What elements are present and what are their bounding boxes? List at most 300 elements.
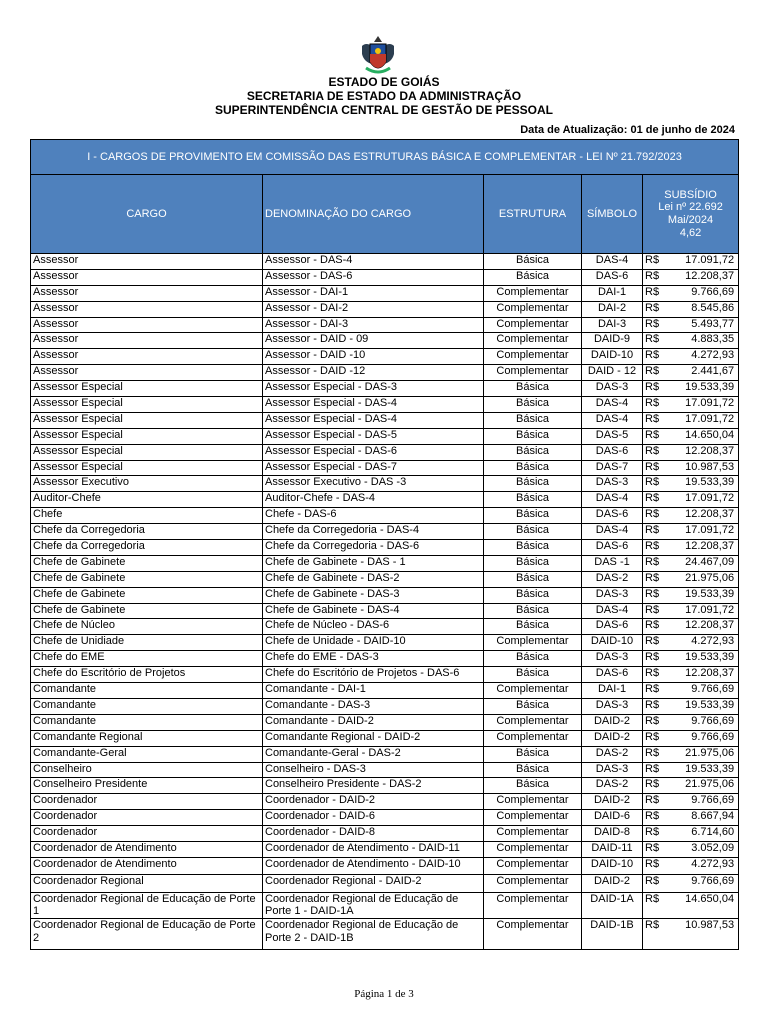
simbolo-cell: DAI-2	[582, 301, 643, 317]
currency-cell: R$	[643, 919, 663, 950]
subsidio-value-cell: 8.545,86	[663, 301, 739, 317]
denominacao-cell: Assessor - DAID - 09	[263, 333, 484, 349]
simbolo-cell: DAID-2	[582, 794, 643, 810]
table-row	[31, 397, 739, 413]
estrutura-cell: Básica	[484, 619, 582, 635]
currency-cell: R$	[643, 892, 663, 918]
subsidio-value-cell: 24.467,09	[663, 555, 739, 571]
denominacao-cell: Assessor Especial - DAS-7	[263, 460, 484, 476]
cargo-cell: Assessor Especial	[31, 381, 263, 397]
positions-table	[30, 139, 739, 950]
estrutura-cell: Básica	[484, 667, 582, 683]
denominacao-cell: Assessor Executivo - DAS -3	[263, 476, 484, 492]
simbolo-cell: DAID-10	[582, 349, 643, 365]
table-row	[31, 919, 739, 950]
table-row	[31, 730, 739, 746]
estrutura-cell: Básica	[484, 269, 582, 285]
simbolo-cell: DAI-1	[582, 285, 643, 301]
denominacao-cell: Chefe do EME - DAS-3	[263, 651, 484, 667]
currency-cell: R$	[643, 381, 663, 397]
cargo-cell: Assessor	[31, 349, 263, 365]
table-row	[31, 698, 739, 714]
cargo-cell: Chefe da Corregedoria	[31, 524, 263, 540]
estrutura-cell: Básica	[484, 460, 582, 476]
simbolo-cell: DAS-6	[582, 444, 643, 460]
subsidio-value-cell: 12.208,37	[663, 540, 739, 556]
estrutura-cell: Complementar	[484, 892, 582, 918]
subsidio-value-cell: 14.650,04	[663, 892, 739, 918]
cargo-cell: Conselheiro Presidente	[31, 778, 263, 794]
currency-cell: R$	[643, 301, 663, 317]
denominacao-cell: Assessor Especial - DAS-5	[263, 428, 484, 444]
cargo-cell: Chefe do EME	[31, 651, 263, 667]
denominacao-cell: Assessor Especial - DAS-4	[263, 397, 484, 413]
denominacao-cell: Assessor - DAI-3	[263, 317, 484, 333]
col-header-subsidio: SUBSÍDIO Lei nº 22.692 Mai/2024 4,62	[643, 175, 739, 254]
simbolo-cell: DAID-2	[582, 730, 643, 746]
cargo-cell: Assessor	[31, 301, 263, 317]
cargo-cell: Coordenador	[31, 794, 263, 810]
estrutura-cell: Básica	[484, 492, 582, 508]
currency-cell: R$	[643, 508, 663, 524]
currency-cell: R$	[643, 254, 663, 270]
table-row	[31, 714, 739, 730]
col-header-denominacao: DENOMINAÇÃO DO CARGO	[263, 175, 484, 254]
denominacao-cell: Chefe - DAS-6	[263, 508, 484, 524]
currency-cell: R$	[643, 571, 663, 587]
cargo-cell: Comandante	[31, 683, 263, 699]
table-row	[31, 762, 739, 778]
table-row	[31, 301, 739, 317]
simbolo-cell: DAS-7	[582, 460, 643, 476]
table-row	[31, 254, 739, 270]
currency-cell: R$	[643, 269, 663, 285]
subsidio-value-cell: 4.272,93	[663, 635, 739, 651]
denominacao-cell: Assessor - DAID -10	[263, 349, 484, 365]
denominacao-cell: Coordenador - DAID-8	[263, 826, 484, 842]
subsidio-value-cell: 4.272,93	[663, 857, 739, 875]
superintendence-name: SUPERINTENDÊNCIA CENTRAL DE GESTÃO DE PESSOAL	[214, 103, 554, 117]
simbolo-cell: DAS-3	[582, 587, 643, 603]
cargo-cell: Coordenador de Atendimento	[31, 857, 263, 875]
secretariat-name: SECRETARIA DE ESTADO DA ADMINISTRAÇÃO	[246, 89, 522, 103]
simbolo-cell: DAID-2	[582, 714, 643, 730]
cargo-cell: Chefe de Gabinete	[31, 571, 263, 587]
table-row	[31, 857, 739, 875]
denominacao-cell: Comandante - DAID-2	[263, 714, 484, 730]
subsidio-value-cell: 4.272,93	[663, 349, 739, 365]
simbolo-cell: DAID-1B	[582, 919, 643, 950]
cargo-cell: Chefe	[31, 508, 263, 524]
table-row	[31, 603, 739, 619]
cargo-cell: Assessor Especial	[31, 412, 263, 428]
denominacao-cell: Assessor Especial - DAS-4	[263, 412, 484, 428]
table-row	[31, 508, 739, 524]
currency-cell: R$	[643, 317, 663, 333]
currency-cell: R$	[643, 683, 663, 699]
table-row	[31, 746, 739, 762]
table-row	[31, 587, 739, 603]
currency-cell: R$	[643, 651, 663, 667]
page-number: Página 1 de 3	[354, 988, 414, 1000]
cargo-cell: Coordenador	[31, 810, 263, 826]
simbolo-cell: DAID-11	[582, 841, 643, 857]
subsidio-value-cell: 19.533,39	[663, 698, 739, 714]
table-row	[31, 892, 739, 918]
subsidio-value-cell: 4.883,35	[663, 333, 739, 349]
currency-cell: R$	[643, 492, 663, 508]
subsidio-value-cell: 12.208,37	[663, 444, 739, 460]
cargo-cell: Comandante Regional	[31, 730, 263, 746]
table-row	[31, 667, 739, 683]
table-title: I - CARGOS DE PROVIMENTO EM COMISSÃO DAS ESTRUTURAS BÁSICA E COMPLEMENTAR - LEI Nº 21.792/2023	[31, 140, 739, 175]
currency-cell: R$	[643, 397, 663, 413]
estrutura-cell: Básica	[484, 540, 582, 556]
estrutura-cell: Básica	[484, 381, 582, 397]
estrutura-cell: Complementar	[484, 365, 582, 381]
subsidio-value-cell: 9.766,69	[663, 683, 739, 699]
cargo-cell: Assessor	[31, 254, 263, 270]
simbolo-cell: DAID-6	[582, 810, 643, 826]
subsidio-value-cell: 12.208,37	[663, 508, 739, 524]
subsidio-value-cell: 9.766,69	[663, 794, 739, 810]
estrutura-cell: Complementar	[484, 285, 582, 301]
currency-cell: R$	[643, 841, 663, 857]
table-row	[31, 571, 739, 587]
simbolo-cell: DAID - 12	[582, 365, 643, 381]
table-row	[31, 875, 739, 893]
currency-cell: R$	[643, 555, 663, 571]
currency-cell: R$	[643, 460, 663, 476]
table-row	[31, 540, 739, 556]
denominacao-cell: Chefe da Corregedoria - DAS-6	[263, 540, 484, 556]
simbolo-cell: DAS-6	[582, 540, 643, 556]
estrutura-cell: Básica	[484, 651, 582, 667]
subsidio-value-cell: 17.091,72	[663, 412, 739, 428]
cargo-cell: Coordenador Regional de Educação de Porte 1	[31, 892, 263, 918]
table-row	[31, 412, 739, 428]
subsidio-value-cell: 10.987,53	[663, 460, 739, 476]
subsidio-value-cell: 19.533,39	[663, 587, 739, 603]
denominacao-cell: Coordenador - DAID-6	[263, 810, 484, 826]
table-row	[31, 810, 739, 826]
subsidio-value-cell: 17.091,72	[663, 397, 739, 413]
simbolo-cell: DAS-3	[582, 651, 643, 667]
cargo-cell: Assessor Executivo	[31, 476, 263, 492]
cargo-cell: Assessor Especial	[31, 428, 263, 444]
denominacao-cell: Assessor - DAS-4	[263, 254, 484, 270]
subsidio-value-cell: 10.987,53	[663, 919, 739, 950]
cargo-cell: Assessor	[31, 269, 263, 285]
table-row	[31, 651, 739, 667]
simbolo-cell: DAID-8	[582, 826, 643, 842]
table-row	[31, 826, 739, 842]
simbolo-cell: DAS-3	[582, 698, 643, 714]
simbolo-cell: DAS-3	[582, 381, 643, 397]
currency-cell: R$	[643, 698, 663, 714]
estrutura-cell: Básica	[484, 397, 582, 413]
cargo-cell: Conselheiro	[31, 762, 263, 778]
cargo-cell: Chefe do Escritório de Projetos	[31, 667, 263, 683]
denominacao-cell: Coordenador de Atendimento - DAID-11	[263, 841, 484, 857]
table-row	[31, 365, 739, 381]
simbolo-cell: DAID-10	[582, 635, 643, 651]
estrutura-cell: Complementar	[484, 301, 582, 317]
table-row	[31, 524, 739, 540]
estrutura-cell: Básica	[484, 555, 582, 571]
table-row	[31, 285, 739, 301]
currency-cell: R$	[643, 826, 663, 842]
table-row	[31, 619, 739, 635]
denominacao-cell: Chefe do Escritório de Projetos - DAS-6	[263, 667, 484, 683]
table-row	[31, 381, 739, 397]
cargo-cell: Assessor	[31, 365, 263, 381]
subsidio-value-cell: 19.533,39	[663, 762, 739, 778]
estrutura-cell: Complementar	[484, 635, 582, 651]
estrutura-cell: Complementar	[484, 794, 582, 810]
estrutura-cell: Básica	[484, 746, 582, 762]
estrutura-cell: Complementar	[484, 333, 582, 349]
denominacao-cell: Chefe de Gabinete - DAS - 1	[263, 555, 484, 571]
subsidio-value-cell: 21.975,06	[663, 746, 739, 762]
simbolo-cell: DAS-6	[582, 269, 643, 285]
table-row	[31, 778, 739, 794]
simbolo-cell: DAI-3	[582, 317, 643, 333]
cargo-cell: Chefe de Unidiade	[31, 635, 263, 651]
simbolo-cell: DAS-6	[582, 508, 643, 524]
subsidio-value-cell: 14.650,04	[663, 428, 739, 444]
estrutura-cell: Básica	[484, 428, 582, 444]
estrutura-cell: Complementar	[484, 919, 582, 950]
table-row	[31, 317, 739, 333]
denominacao-cell: Coordenador - DAID-2	[263, 794, 484, 810]
subsidio-value-cell: 12.208,37	[663, 619, 739, 635]
simbolo-cell: DAID-1A	[582, 892, 643, 918]
simbolo-cell: DAI-1	[582, 683, 643, 699]
cargo-cell: Auditor-Chefe	[31, 492, 263, 508]
table-row	[31, 555, 739, 571]
currency-cell: R$	[643, 875, 663, 893]
table-row	[31, 428, 739, 444]
denominacao-cell: Coordenador Regional de Educação de Porte 1 - DAID-1A	[263, 892, 484, 918]
cargo-cell: Comandante	[31, 698, 263, 714]
denominacao-cell: Comandante - DAS-3	[263, 698, 484, 714]
subsidio-value-cell: 17.091,72	[663, 524, 739, 540]
subsidio-value-cell: 8.667,94	[663, 810, 739, 826]
table-row	[31, 444, 739, 460]
denominacao-cell: Coordenador de Atendimento - DAID-10	[263, 857, 484, 875]
denominacao-cell: Comandante-Geral - DAS-2	[263, 746, 484, 762]
currency-cell: R$	[643, 810, 663, 826]
subsidio-value-cell: 9.766,69	[663, 730, 739, 746]
cargo-cell: Chefe de Gabinete	[31, 555, 263, 571]
estrutura-cell: Complementar	[484, 875, 582, 893]
estrutura-cell: Básica	[484, 762, 582, 778]
currency-cell: R$	[643, 667, 663, 683]
cargo-cell: Assessor Especial	[31, 397, 263, 413]
subsidio-value-cell: 5.493,77	[663, 317, 739, 333]
currency-cell: R$	[643, 730, 663, 746]
state-name: ESTADO DE GOIÁS	[328, 75, 440, 89]
table-row	[31, 333, 739, 349]
cargo-cell: Assessor	[31, 317, 263, 333]
denominacao-cell: Auditor-Chefe - DAS-4	[263, 492, 484, 508]
simbolo-cell: DAS-2	[582, 778, 643, 794]
currency-cell: R$	[643, 794, 663, 810]
table-row	[31, 635, 739, 651]
simbolo-cell: DAS-3	[582, 762, 643, 778]
denominacao-cell: Chefe de Gabinete - DAS-2	[263, 571, 484, 587]
currency-cell: R$	[643, 635, 663, 651]
subsidio-value-cell: 9.766,69	[663, 875, 739, 893]
estrutura-cell: Básica	[484, 254, 582, 270]
subsidio-value-cell: 19.533,39	[663, 651, 739, 667]
denominacao-cell: Chefe de Unidade - DAID-10	[263, 635, 484, 651]
simbolo-cell: DAID-10	[582, 857, 643, 875]
cargo-cell: Coordenador Regional	[31, 875, 263, 893]
cargo-cell: Assessor Especial	[31, 460, 263, 476]
estrutura-cell: Complementar	[484, 826, 582, 842]
subsidio-value-cell: 21.975,06	[663, 571, 739, 587]
estrutura-cell: Básica	[484, 587, 582, 603]
estrutura-cell: Básica	[484, 444, 582, 460]
subsidio-value-cell: 3.052,09	[663, 841, 739, 857]
subsidio-value-cell: 17.091,72	[663, 492, 739, 508]
col-header-estrutura: ESTRUTURA	[484, 175, 582, 254]
denominacao-cell: Assessor - DAI-1	[263, 285, 484, 301]
cargo-cell: Coordenador	[31, 826, 263, 842]
cargo-cell: Coordenador Regional de Educação de Porte 2	[31, 919, 263, 950]
simbolo-cell: DAID-2	[582, 875, 643, 893]
denominacao-cell: Conselheiro Presidente - DAS-2	[263, 778, 484, 794]
currency-cell: R$	[643, 540, 663, 556]
cargo-cell: Chefe de Gabinete	[31, 587, 263, 603]
currency-cell: R$	[643, 428, 663, 444]
subsidio-value-cell: 2.441,67	[663, 365, 739, 381]
simbolo-cell: DAS-6	[582, 619, 643, 635]
estrutura-cell: Básica	[484, 524, 582, 540]
currency-cell: R$	[643, 762, 663, 778]
currency-cell: R$	[643, 857, 663, 875]
cargo-cell: Comandante	[31, 714, 263, 730]
estrutura-cell: Básica	[484, 412, 582, 428]
estrutura-cell: Complementar	[484, 841, 582, 857]
cargo-cell: Assessor	[31, 333, 263, 349]
simbolo-cell: DAS-2	[582, 571, 643, 587]
cargo-cell: Chefe de Núcleo	[31, 619, 263, 635]
subsidio-value-cell: 17.091,72	[663, 603, 739, 619]
estrutura-cell: Complementar	[484, 714, 582, 730]
table-row	[31, 794, 739, 810]
cargo-cell: Assessor	[31, 285, 263, 301]
estrutura-cell: Complementar	[484, 810, 582, 826]
estrutura-cell: Básica	[484, 603, 582, 619]
subsidio-value-cell: 12.208,37	[663, 667, 739, 683]
cargo-cell: Coordenador de Atendimento	[31, 841, 263, 857]
denominacao-cell: Chefe de Gabinete - DAS-4	[263, 603, 484, 619]
denominacao-cell: Chefe de Gabinete - DAS-3	[263, 587, 484, 603]
simbolo-cell: DAS -1	[582, 555, 643, 571]
currency-cell: R$	[643, 619, 663, 635]
subsidio-value-cell: 9.766,69	[663, 285, 739, 301]
simbolo-cell: DAS-3	[582, 476, 643, 492]
subsidio-value-cell: 6.714,60	[663, 826, 739, 842]
estrutura-cell: Básica	[484, 476, 582, 492]
subsidio-value-cell: 17.091,72	[663, 254, 739, 270]
currency-cell: R$	[643, 349, 663, 365]
estrutura-cell: Complementar	[484, 317, 582, 333]
table-row	[31, 492, 739, 508]
table-row	[31, 349, 739, 365]
denominacao-cell: Chefe de Núcleo - DAS-6	[263, 619, 484, 635]
simbolo-cell: DAID-9	[582, 333, 643, 349]
simbolo-cell: DAS-4	[582, 603, 643, 619]
denominacao-cell: Comandante Regional - DAID-2	[263, 730, 484, 746]
estrutura-cell: Básica	[484, 778, 582, 794]
currency-cell: R$	[643, 524, 663, 540]
cargo-cell: Chefe da Corregedoria	[31, 540, 263, 556]
denominacao-cell: Assessor Especial - DAS-6	[263, 444, 484, 460]
denominacao-cell: Assessor - DAS-6	[263, 269, 484, 285]
estrutura-cell: Básica	[484, 571, 582, 587]
currency-cell: R$	[643, 476, 663, 492]
currency-cell: R$	[643, 444, 663, 460]
currency-cell: R$	[643, 746, 663, 762]
denominacao-cell: Assessor Especial - DAS-3	[263, 381, 484, 397]
col-header-simbolo: SÍMBOLO	[582, 175, 643, 254]
currency-cell: R$	[643, 365, 663, 381]
cargo-cell: Comandante-Geral	[31, 746, 263, 762]
denominacao-cell: Coordenador Regional - DAID-2	[263, 875, 484, 893]
simbolo-cell: DAS-4	[582, 397, 643, 413]
table-row	[31, 460, 739, 476]
simbolo-cell: DAS-4	[582, 412, 643, 428]
currency-cell: R$	[643, 333, 663, 349]
estrutura-cell: Básica	[484, 508, 582, 524]
table-row	[31, 683, 739, 699]
denominacao-cell: Comandante - DAI-1	[263, 683, 484, 699]
denominacao-cell: Coordenador Regional de Educação de Porte 2 - DAID-1B	[263, 919, 484, 950]
denominacao-cell: Assessor - DAI-2	[263, 301, 484, 317]
currency-cell: R$	[643, 412, 663, 428]
estrutura-cell: Complementar	[484, 857, 582, 875]
estrutura-cell: Complementar	[484, 349, 582, 365]
simbolo-cell: DAS-6	[582, 667, 643, 683]
table-row	[31, 841, 739, 857]
simbolo-cell: DAS-2	[582, 746, 643, 762]
estrutura-cell: Básica	[484, 698, 582, 714]
cargo-cell: Chefe de Gabinete	[31, 603, 263, 619]
subsidio-value-cell: 19.533,39	[663, 381, 739, 397]
denominacao-cell: Assessor - DAID -12	[263, 365, 484, 381]
subsidio-value-cell: 19.533,39	[663, 476, 739, 492]
subsidio-value-cell: 9.766,69	[663, 714, 739, 730]
goias-coat-of-arms-icon	[358, 34, 398, 78]
estrutura-cell: Complementar	[484, 730, 582, 746]
simbolo-cell: DAS-4	[582, 492, 643, 508]
denominacao-cell: Chefe da Corregedoria - DAS-4	[263, 524, 484, 540]
currency-cell: R$	[643, 603, 663, 619]
update-date: Data de Atualização: 01 de junho de 2024	[520, 124, 735, 136]
currency-cell: R$	[643, 714, 663, 730]
table-row	[31, 476, 739, 492]
simbolo-cell: DAS-4	[582, 524, 643, 540]
denominacao-cell: Conselheiro - DAS-3	[263, 762, 484, 778]
currency-cell: R$	[643, 778, 663, 794]
currency-cell: R$	[643, 285, 663, 301]
subsidio-value-cell: 12.208,37	[663, 269, 739, 285]
cargo-cell: Assessor Especial	[31, 444, 263, 460]
